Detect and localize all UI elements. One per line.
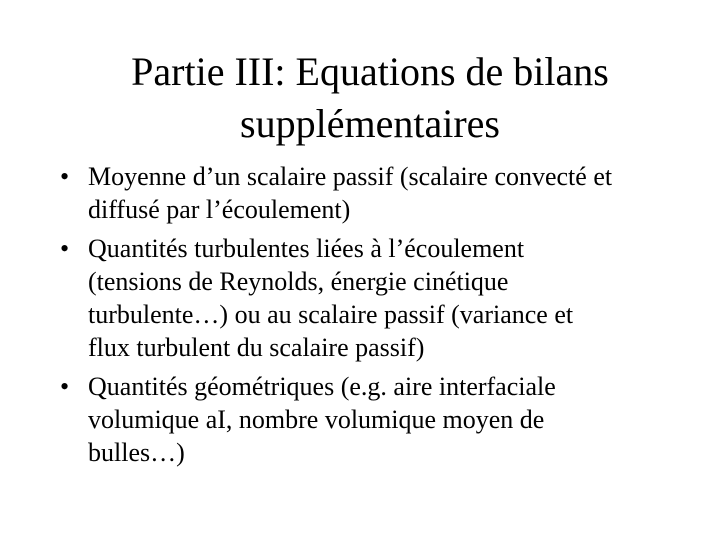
bullet-line: Quantités turbulentes liées à l’écoulement bbox=[88, 234, 525, 263]
bullet-line: Quantités géométriques (e.g. aire interfaciale bbox=[88, 372, 556, 401]
bullet-line: flux turbulent du scalaire passif) bbox=[88, 333, 425, 362]
bullet-icon: • bbox=[60, 372, 70, 401]
slide-title-line: supplémentaires bbox=[240, 101, 500, 146]
slide-title bbox=[60, 46, 680, 150]
bullet-icon: • bbox=[60, 234, 70, 263]
bullet-item bbox=[54, 232, 694, 364]
bullet-item bbox=[54, 160, 694, 226]
bullet-line: turbulente…) ou au scalaire passif (variance et bbox=[88, 300, 574, 329]
bullet-line: bulles…) bbox=[88, 438, 185, 467]
bullet-line: volumique aI, nombre volumique moyen de bbox=[88, 405, 545, 434]
slide-title-line: Partie III: Equations de bilans bbox=[131, 49, 609, 94]
bullet-text bbox=[88, 160, 694, 226]
bullet-line: Moyenne d’un scalaire passif (scalaire convecté et bbox=[88, 162, 613, 191]
bullet-line: diffusé par l’écoulement) bbox=[88, 195, 351, 224]
bullet-line: (tensions de Reynolds, énergie cinétique bbox=[88, 267, 509, 296]
bullet-list bbox=[54, 160, 694, 475]
bullet-text bbox=[88, 232, 694, 364]
bullet-icon: • bbox=[60, 162, 70, 191]
bullet-item bbox=[54, 370, 694, 469]
bullet-text bbox=[88, 370, 694, 469]
